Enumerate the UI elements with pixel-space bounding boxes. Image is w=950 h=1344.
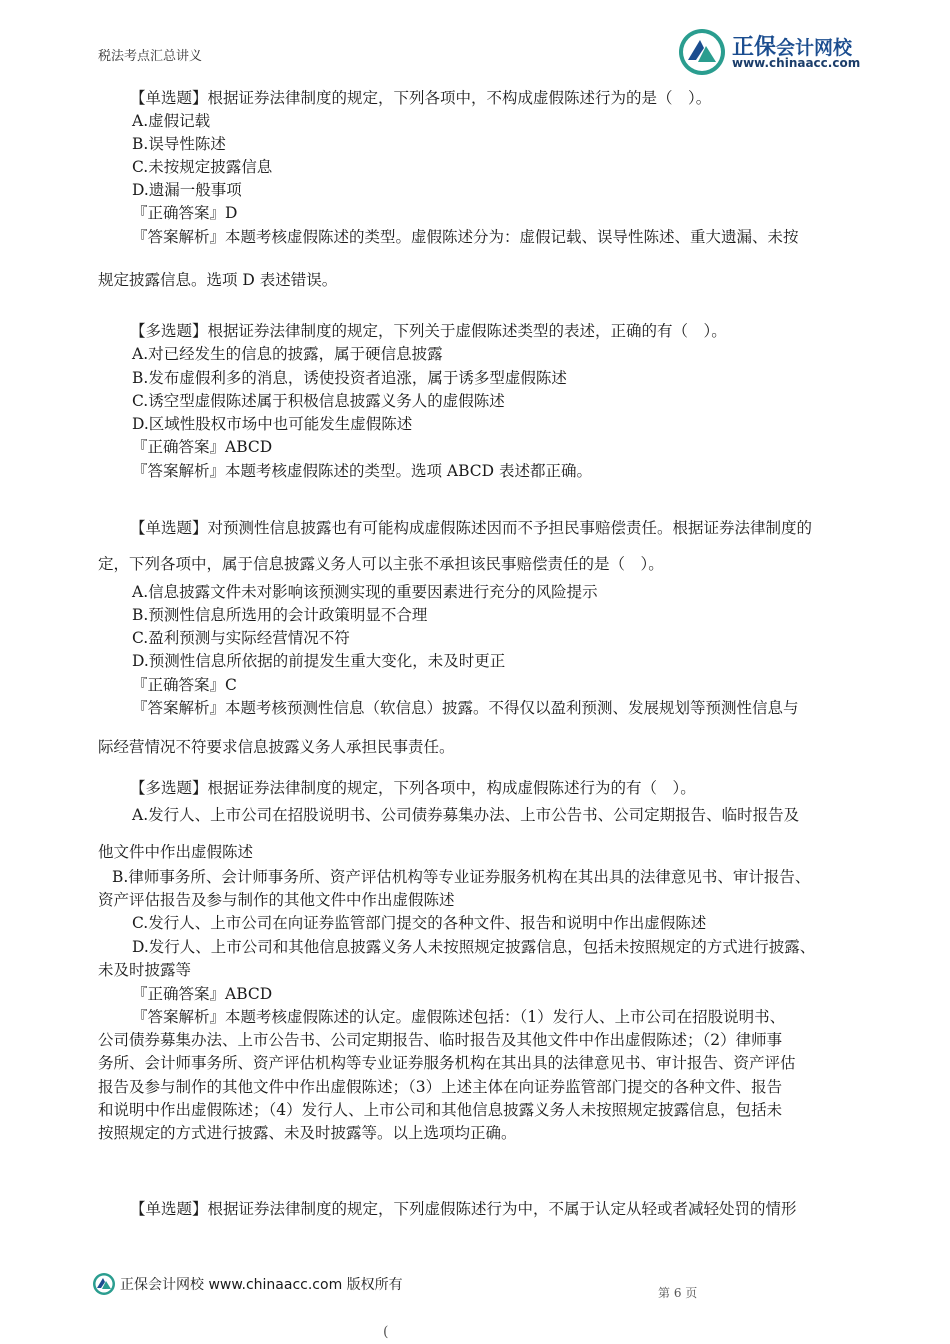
q3-option-c: C.盈利预测与实际经营情况不符 bbox=[132, 629, 350, 647]
header-running-title: 税法考点汇总讲义 bbox=[98, 49, 203, 64]
q4-analysis-line6: 按照规定的方式进行披露、未及时披露等。以上选项均正确。 bbox=[98, 1124, 517, 1142]
logo-name: 正保会计网校 bbox=[732, 35, 853, 60]
q1-option-a: A.虚假记载 bbox=[132, 112, 211, 130]
q1-stem: 【单选题】根据证券法律制度的规定，下列各项中，不构成虚假陈述行为的是（ ）。 bbox=[130, 89, 712, 107]
q3-option-b: B.预测性信息所选用的会计政策明显不合理 bbox=[132, 606, 428, 624]
q4-option-a-line1: A.发行人、上市公司在招股说明书、公司债券募集办法、上市公告书、公司定期报告、临时报告及 bbox=[132, 806, 800, 824]
q2-option-a: A.对已经发生的信息的披露，属于硬信息披露 bbox=[132, 345, 443, 363]
q2-option-d: D.区域性股权市场中也可能发生虚假陈述 bbox=[132, 415, 413, 433]
q1-analysis-line2: 规定披露信息。选项 D 表述错误。 bbox=[98, 271, 338, 289]
q3-option-a: A.信息披露文件未对影响该预测实现的重要因素进行充分的风险提示 bbox=[132, 583, 598, 601]
q4-analysis-line2: 公司债券募集办法、上市公告书、公司定期报告、临时报告及其他文件中作出虚假陈述；（2）律师事 bbox=[98, 1031, 783, 1049]
q4-option-b-line2: 资产评估报告及参与制作的其他文件中作出虚假陈述 bbox=[98, 891, 455, 909]
q4-analysis-line3: 务所、会计师事务所、资产评估机构等专业证券服务机构在其出具的法律意见书、审计报告、资产评估 bbox=[98, 1054, 796, 1072]
q4-option-a-line2: 他文件中作出虚假陈述 bbox=[98, 843, 254, 861]
q3-analysis-line2: 际经营情况不符要求信息披露义务人承担民事责任。 bbox=[98, 738, 455, 756]
q4-analysis-line4: 报告及参与制作的其他文件中作出虚假陈述；（3）上述主体在向证券监管部门提交的各种文件、报告 bbox=[98, 1078, 783, 1096]
q4-answer: 『正确答案』ABCD bbox=[132, 985, 273, 1003]
page-number: 第 6 页 bbox=[658, 1286, 698, 1300]
q4-analysis-line5: 和说明中作出虚假陈述；（4）发行人、上市公司和其他信息披露义务人未按照规定披露信息，包括未 bbox=[98, 1101, 783, 1119]
q2-analysis: 『答案解析』本题考核虚假陈述的类型。选项 ABCD 表述都正确。 bbox=[132, 462, 593, 480]
q1-answer: 『正确答案』D bbox=[132, 204, 238, 222]
footer-copyright: 正保会计网校 www.chinaacc.com 版权所有 bbox=[120, 1277, 403, 1293]
q2-stem: 【多选题】根据证券法律制度的规定，下列关于虚假陈述类型的表述，正确的有（ ）。 bbox=[130, 322, 727, 340]
q1-analysis-line1: 『答案解析』本题考核虚假陈述的类型。虚假陈述分为：虚假记载、误导性陈述、重大遗漏、未按 bbox=[132, 228, 799, 246]
q4-stem: 【多选题】根据证券法律制度的规定，下列各项中，构成虚假陈述行为的有（ ）。 bbox=[130, 779, 696, 797]
q3-answer: 『正确答案』C bbox=[132, 676, 237, 694]
q4-option-b-line1: B.律师事务所、会计师事务所、资产评估机构等专业证券服务机构在其出具的法律意见书、审计报告、 bbox=[112, 868, 811, 886]
footer-logo-icon bbox=[92, 1272, 116, 1296]
q5-stem: 【单选题】根据证券法律制度的规定，下列虚假陈述行为中，不属于认定从轻或者减轻处罚的情形 bbox=[130, 1200, 797, 1218]
q3-stem-line1: 【单选题】对预测性信息披露也有可能构成虚假陈述因而不予担民事赔偿责任。根据证券法律制度的 bbox=[130, 519, 813, 537]
q1-option-d: D.遗漏一般事项 bbox=[132, 181, 242, 199]
q4-option-d-line1: D.发行人、上市公司和其他信息披露义务人未按照规定披露信息，包括未按照规定的方式进行披露、 bbox=[132, 938, 816, 956]
q2-option-b: B.发布虚假利多的消息，诱使投资者追涨，属于诱多型虚假陈述 bbox=[132, 369, 567, 387]
q2-answer: 『正确答案』ABCD bbox=[132, 438, 273, 456]
q3-analysis-line1: 『答案解析』本题考核预测性信息（软信息）披露。不得仅以盈利预测、发展规划等预测性信息与 bbox=[132, 699, 799, 717]
page-bottom-mark: ( bbox=[383, 1324, 389, 1340]
q1-option-c: C.未按规定披露信息 bbox=[132, 158, 273, 176]
q4-option-d-line2: 未及时披露等 bbox=[98, 961, 192, 979]
logo-emblem-icon bbox=[678, 28, 726, 76]
q1-option-b: B.误导性陈述 bbox=[132, 135, 226, 153]
company-logo[interactable] bbox=[678, 28, 868, 76]
q3-option-d: D.预测性信息所依据的前提发生重大变化，未及时更正 bbox=[132, 652, 506, 670]
q3-stem-line2: 定，下列各项中，属于信息披露义务人可以主张不承担该民事赔偿责任的是（ ）。 bbox=[98, 555, 664, 573]
q4-option-c: C.发行人、上市公司在向证券监管部门提交的各种文件、报告和说明中作出虚假陈述 bbox=[132, 914, 707, 932]
logo-url: www.chinaacc.com bbox=[732, 56, 861, 70]
q4-analysis-line1: 『答案解析』本题考核虚假陈述的认定。虚假陈述包括：（1）发行人、上市公司在招股说明书、 bbox=[132, 1008, 786, 1026]
q2-option-c: C.诱空型虚假陈述属于积极信息披露义务人的虚假陈述 bbox=[132, 392, 505, 410]
